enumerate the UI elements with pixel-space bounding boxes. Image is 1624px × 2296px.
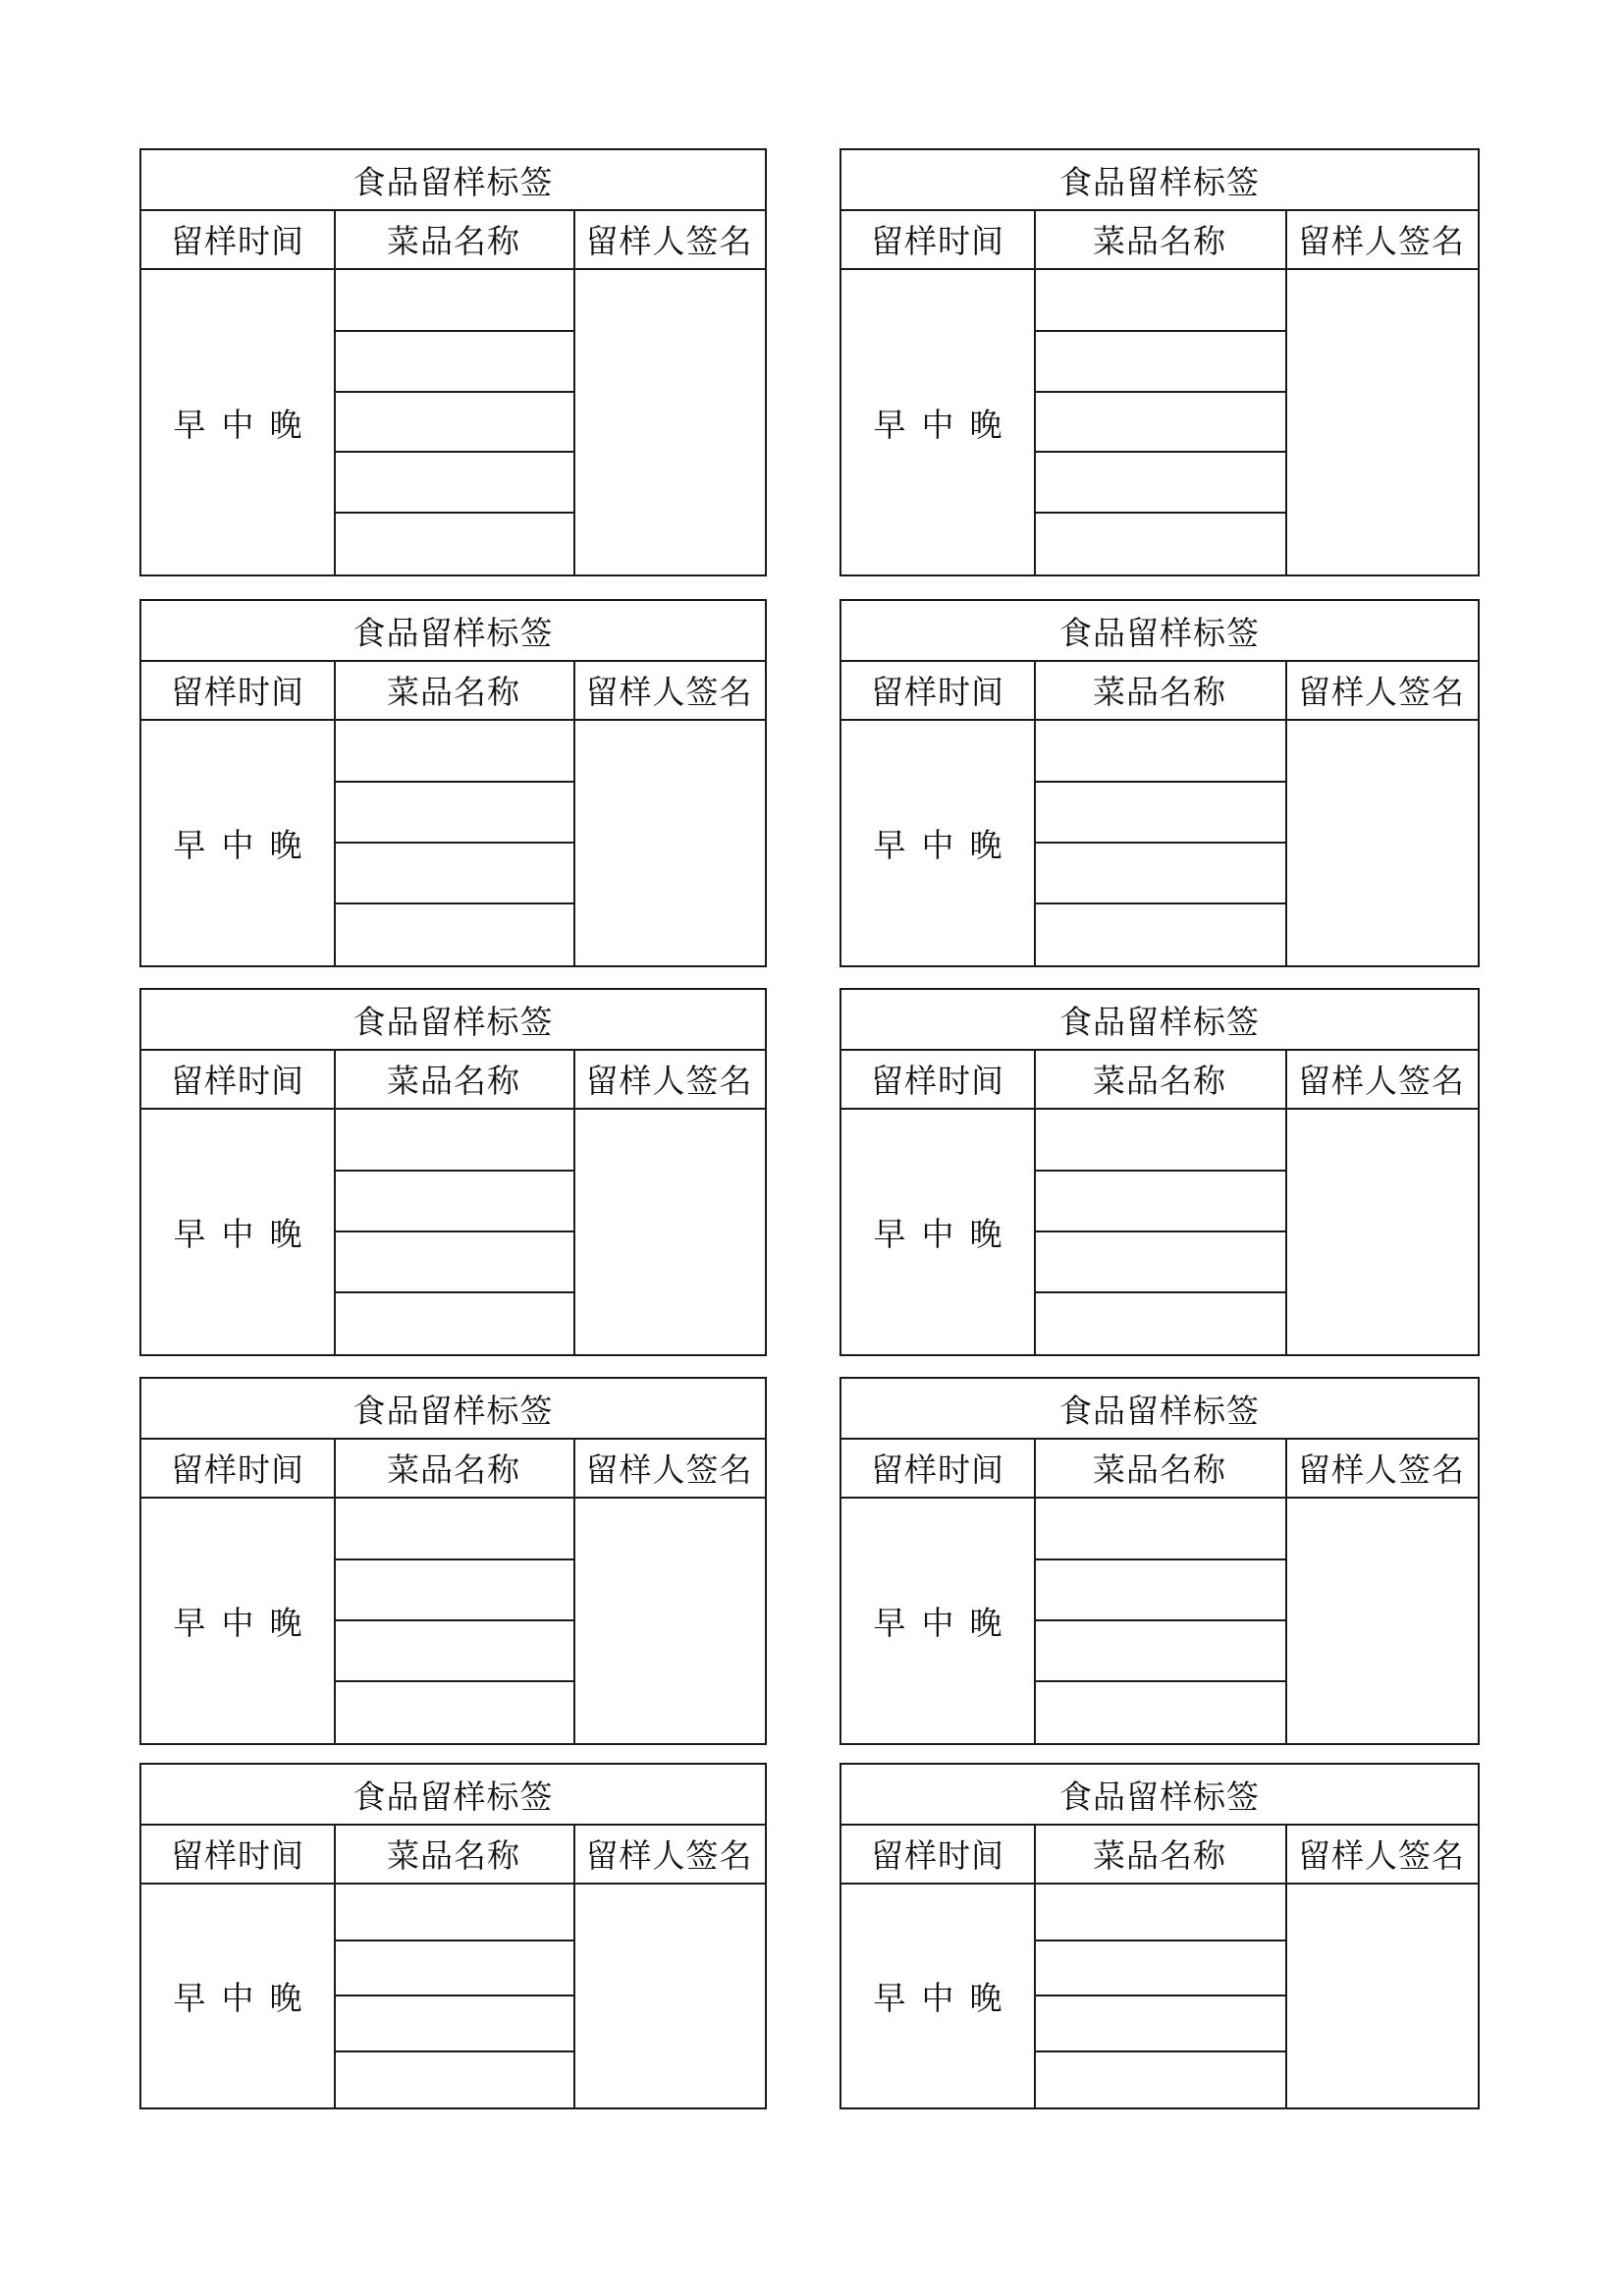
header-signer: 留样人签名 — [1285, 660, 1478, 721]
meal-option[interactable]: 早 — [173, 826, 206, 864]
dish-name-field[interactable] — [1034, 1499, 1285, 1559]
dish-name-field[interactable] — [334, 721, 573, 782]
header-dish-name: 菜品名称 — [334, 1049, 573, 1110]
meal-option[interactable]: 中 — [921, 1979, 954, 2017]
meal-option[interactable]: 晚 — [969, 1604, 1002, 1642]
dish-row-divider — [334, 902, 573, 904]
dish-row-divider — [334, 1230, 573, 1232]
header-signer: 留样人签名 — [573, 1824, 765, 1885]
header-sample-time: 留样时间 — [141, 1049, 334, 1110]
dish-row-divider — [1034, 1170, 1285, 1172]
meal-option[interactable]: 中 — [921, 1604, 954, 1642]
dish-name-field[interactable] — [334, 903, 573, 964]
dish-row-divider — [1034, 391, 1285, 393]
meal-option[interactable]: 早 — [173, 1604, 206, 1642]
header-signer: 留样人签名 — [1285, 1824, 1478, 1885]
meal-option[interactable]: 早 — [873, 405, 906, 444]
dish-name-field[interactable] — [334, 1995, 573, 2051]
header-sample-time: 留样时间 — [841, 660, 1034, 721]
signer-signature-field[interactable] — [573, 721, 765, 965]
dish-row-divider — [334, 1680, 573, 1682]
dish-name-field[interactable] — [1034, 1995, 1285, 2051]
meal-option[interactable]: 晚 — [269, 405, 302, 444]
meal-time-cell — [141, 1110, 334, 1354]
meal-option[interactable]: 早 — [173, 405, 206, 444]
dish-row-divider — [1034, 1995, 1285, 1996]
dish-name-field[interactable] — [334, 392, 573, 453]
meal-option[interactable]: 早 — [873, 1979, 906, 2017]
header-signer: 留样人签名 — [1285, 209, 1478, 270]
header-dish-name: 菜品名称 — [1034, 209, 1285, 270]
meal-time-cell — [141, 721, 334, 965]
header-sample-time: 留样时间 — [841, 1824, 1034, 1885]
dish-name-field[interactable] — [334, 1231, 573, 1292]
dish-row-divider — [334, 330, 573, 332]
dish-name-field[interactable] — [1034, 721, 1285, 782]
dish-row-divider — [1034, 1291, 1285, 1293]
dish-name-field[interactable] — [1034, 903, 1285, 964]
dish-name-field[interactable] — [1034, 782, 1285, 843]
header-sample-time: 留样时间 — [141, 1438, 334, 1499]
signer-signature-field[interactable] — [1285, 1110, 1478, 1354]
header-signer: 留样人签名 — [1285, 1049, 1478, 1110]
dish-name-field[interactable] — [1034, 331, 1285, 392]
card-title: 食品留样标签 — [141, 601, 765, 662]
sample-label-card — [139, 599, 767, 967]
dish-name-field[interactable] — [1034, 1620, 1285, 1681]
dish-row-divider — [1034, 1940, 1285, 1941]
dish-name-field[interactable] — [334, 452, 573, 513]
dish-row-divider — [1034, 451, 1285, 453]
meal-option[interactable]: 中 — [221, 826, 254, 864]
header-sample-time: 留样时间 — [841, 209, 1034, 270]
meal-option[interactable]: 晚 — [969, 826, 1002, 864]
meal-option[interactable]: 早 — [873, 1604, 906, 1642]
dish-name-field[interactable] — [334, 1292, 573, 1353]
meal-time-cell — [841, 270, 1034, 574]
header-dish-name: 菜品名称 — [1034, 1824, 1285, 1885]
dish-name-field[interactable] — [1034, 270, 1285, 331]
dish-row-divider — [334, 1170, 573, 1172]
header-dish-name: 菜品名称 — [334, 660, 573, 721]
signer-signature-field[interactable] — [1285, 1499, 1478, 1743]
header-signer: 留样人签名 — [573, 1049, 765, 1110]
meal-option[interactable]: 早 — [173, 1979, 206, 2017]
meal-option[interactable]: 晚 — [269, 826, 302, 864]
dish-name-field[interactable] — [1034, 1941, 1285, 1996]
dish-name-field[interactable] — [334, 1559, 573, 1620]
card-title: 食品留样标签 — [841, 990, 1478, 1051]
meal-option[interactable]: 晚 — [269, 1979, 302, 2017]
dish-name-field[interactable] — [334, 1885, 573, 1941]
dish-row-divider — [334, 512, 573, 514]
meal-option[interactable]: 晚 — [969, 1215, 1002, 1253]
signer-signature-field[interactable] — [573, 1499, 765, 1743]
dish-row-divider — [334, 1558, 573, 1560]
card-title: 食品留样标签 — [141, 150, 765, 211]
meal-time-cell — [841, 1885, 1034, 2107]
header-sample-time: 留样时间 — [141, 1824, 334, 1885]
meal-option[interactable]: 中 — [221, 1979, 254, 2017]
meal-time-cell — [141, 1499, 334, 1743]
dish-row-divider — [334, 2050, 573, 2052]
dish-name-field[interactable] — [334, 1941, 573, 1996]
meal-option[interactable]: 晚 — [969, 1979, 1002, 2017]
meal-option[interactable]: 中 — [921, 826, 954, 864]
dish-name-field[interactable] — [334, 1171, 573, 1231]
header-signer: 留样人签名 — [573, 209, 765, 270]
dish-name-field[interactable] — [334, 843, 573, 903]
dish-name-field[interactable] — [1034, 1231, 1285, 1292]
header-signer: 留样人签名 — [573, 1438, 765, 1499]
dish-row-divider — [1034, 1680, 1285, 1682]
dish-name-field[interactable] — [1034, 1885, 1285, 1941]
dish-name-field[interactable] — [1034, 1681, 1285, 1742]
card-title: 食品留样标签 — [141, 1379, 765, 1440]
dish-name-field[interactable] — [1034, 1110, 1285, 1171]
dish-row-divider — [334, 451, 573, 453]
dish-name-field[interactable] — [334, 2051, 573, 2107]
meal-option[interactable]: 晚 — [269, 1215, 302, 1253]
meal-option[interactable]: 早 — [873, 1215, 906, 1253]
dish-row-divider — [1034, 2050, 1285, 2052]
dish-name-field[interactable] — [1034, 1171, 1285, 1231]
dish-name-field[interactable] — [1034, 392, 1285, 453]
dish-name-field[interactable] — [334, 513, 573, 574]
meal-time-cell — [841, 721, 1034, 965]
dish-name-field[interactable] — [1034, 2051, 1285, 2107]
signer-signature-field[interactable] — [573, 270, 765, 574]
dish-row-divider — [1034, 1230, 1285, 1232]
card-title: 食品留样标签 — [841, 1765, 1478, 1826]
header-signer: 留样人签名 — [1285, 1438, 1478, 1499]
dish-row-divider — [334, 391, 573, 393]
meal-option[interactable]: 中 — [221, 405, 254, 444]
signer-signature-field[interactable] — [1285, 1885, 1478, 2107]
header-dish-name: 菜品名称 — [1034, 660, 1285, 721]
dish-row-divider — [334, 1995, 573, 1996]
dish-name-field[interactable] — [334, 1499, 573, 1559]
dish-name-field[interactable] — [334, 1620, 573, 1681]
sample-label-card — [839, 599, 1480, 967]
dish-row-divider — [334, 1940, 573, 1941]
meal-option[interactable]: 中 — [921, 405, 954, 444]
header-sample-time: 留样时间 — [841, 1438, 1034, 1499]
header-dish-name: 菜品名称 — [1034, 1049, 1285, 1110]
sample-label-card — [839, 148, 1480, 576]
meal-option[interactable]: 早 — [873, 826, 906, 864]
dish-row-divider — [1034, 512, 1285, 514]
dish-row-divider — [334, 1291, 573, 1293]
meal-time-cell — [141, 1885, 334, 2107]
dish-name-field[interactable] — [1034, 1292, 1285, 1353]
dish-name-field[interactable] — [1034, 843, 1285, 903]
sample-label-card — [839, 1763, 1480, 2109]
dish-row-divider — [1034, 902, 1285, 904]
dish-name-field[interactable] — [334, 1110, 573, 1171]
sample-label-card — [139, 1377, 767, 1745]
header-dish-name: 菜品名称 — [334, 1438, 573, 1499]
dish-row-divider — [1034, 1558, 1285, 1560]
dish-name-field[interactable] — [334, 1681, 573, 1742]
dish-row-divider — [334, 842, 573, 844]
card-title: 食品留样标签 — [141, 990, 765, 1051]
dish-row-divider — [1034, 1619, 1285, 1621]
header-dish-name: 菜品名称 — [334, 209, 573, 270]
meal-option[interactable]: 中 — [221, 1604, 254, 1642]
signer-signature-field[interactable] — [573, 1110, 765, 1354]
meal-option[interactable]: 晚 — [269, 1604, 302, 1642]
card-title: 食品留样标签 — [841, 150, 1478, 211]
signer-signature-field[interactable] — [573, 1885, 765, 2107]
header-dish-name: 菜品名称 — [1034, 1438, 1285, 1499]
meal-time-cell — [841, 1499, 1034, 1743]
dish-name-field[interactable] — [1034, 1559, 1285, 1620]
meal-option[interactable]: 中 — [921, 1215, 954, 1253]
card-title: 食品留样标签 — [841, 601, 1478, 662]
sample-label-card — [139, 1763, 767, 2109]
header-sample-time: 留样时间 — [841, 1049, 1034, 1110]
sample-label-card — [839, 988, 1480, 1356]
dish-name-field[interactable] — [1034, 513, 1285, 574]
dish-row-divider — [334, 1619, 573, 1621]
dish-row-divider — [1034, 842, 1285, 844]
dish-name-field[interactable] — [334, 782, 573, 843]
sample-label-card — [139, 148, 767, 576]
card-title: 食品留样标签 — [141, 1765, 765, 1826]
header-signer: 留样人签名 — [573, 660, 765, 721]
meal-time-cell — [141, 270, 334, 574]
meal-option[interactable]: 早 — [173, 1215, 206, 1253]
meal-option[interactable]: 中 — [221, 1215, 254, 1253]
dish-name-field[interactable] — [334, 270, 573, 331]
header-sample-time: 留样时间 — [141, 209, 334, 270]
meal-time-cell — [841, 1110, 1034, 1354]
dish-row-divider — [1034, 330, 1285, 332]
dish-row-divider — [334, 781, 573, 783]
sample-label-card — [139, 988, 767, 1356]
sample-label-card — [839, 1377, 1480, 1745]
signer-signature-field[interactable] — [1285, 270, 1478, 574]
dish-name-field[interactable] — [334, 331, 573, 392]
dish-row-divider — [1034, 781, 1285, 783]
header-sample-time: 留样时间 — [141, 660, 334, 721]
dish-name-field[interactable] — [1034, 452, 1285, 513]
card-title: 食品留样标签 — [841, 1379, 1478, 1440]
signer-signature-field[interactable] — [1285, 721, 1478, 965]
header-dish-name: 菜品名称 — [334, 1824, 573, 1885]
meal-option[interactable]: 晚 — [969, 405, 1002, 444]
